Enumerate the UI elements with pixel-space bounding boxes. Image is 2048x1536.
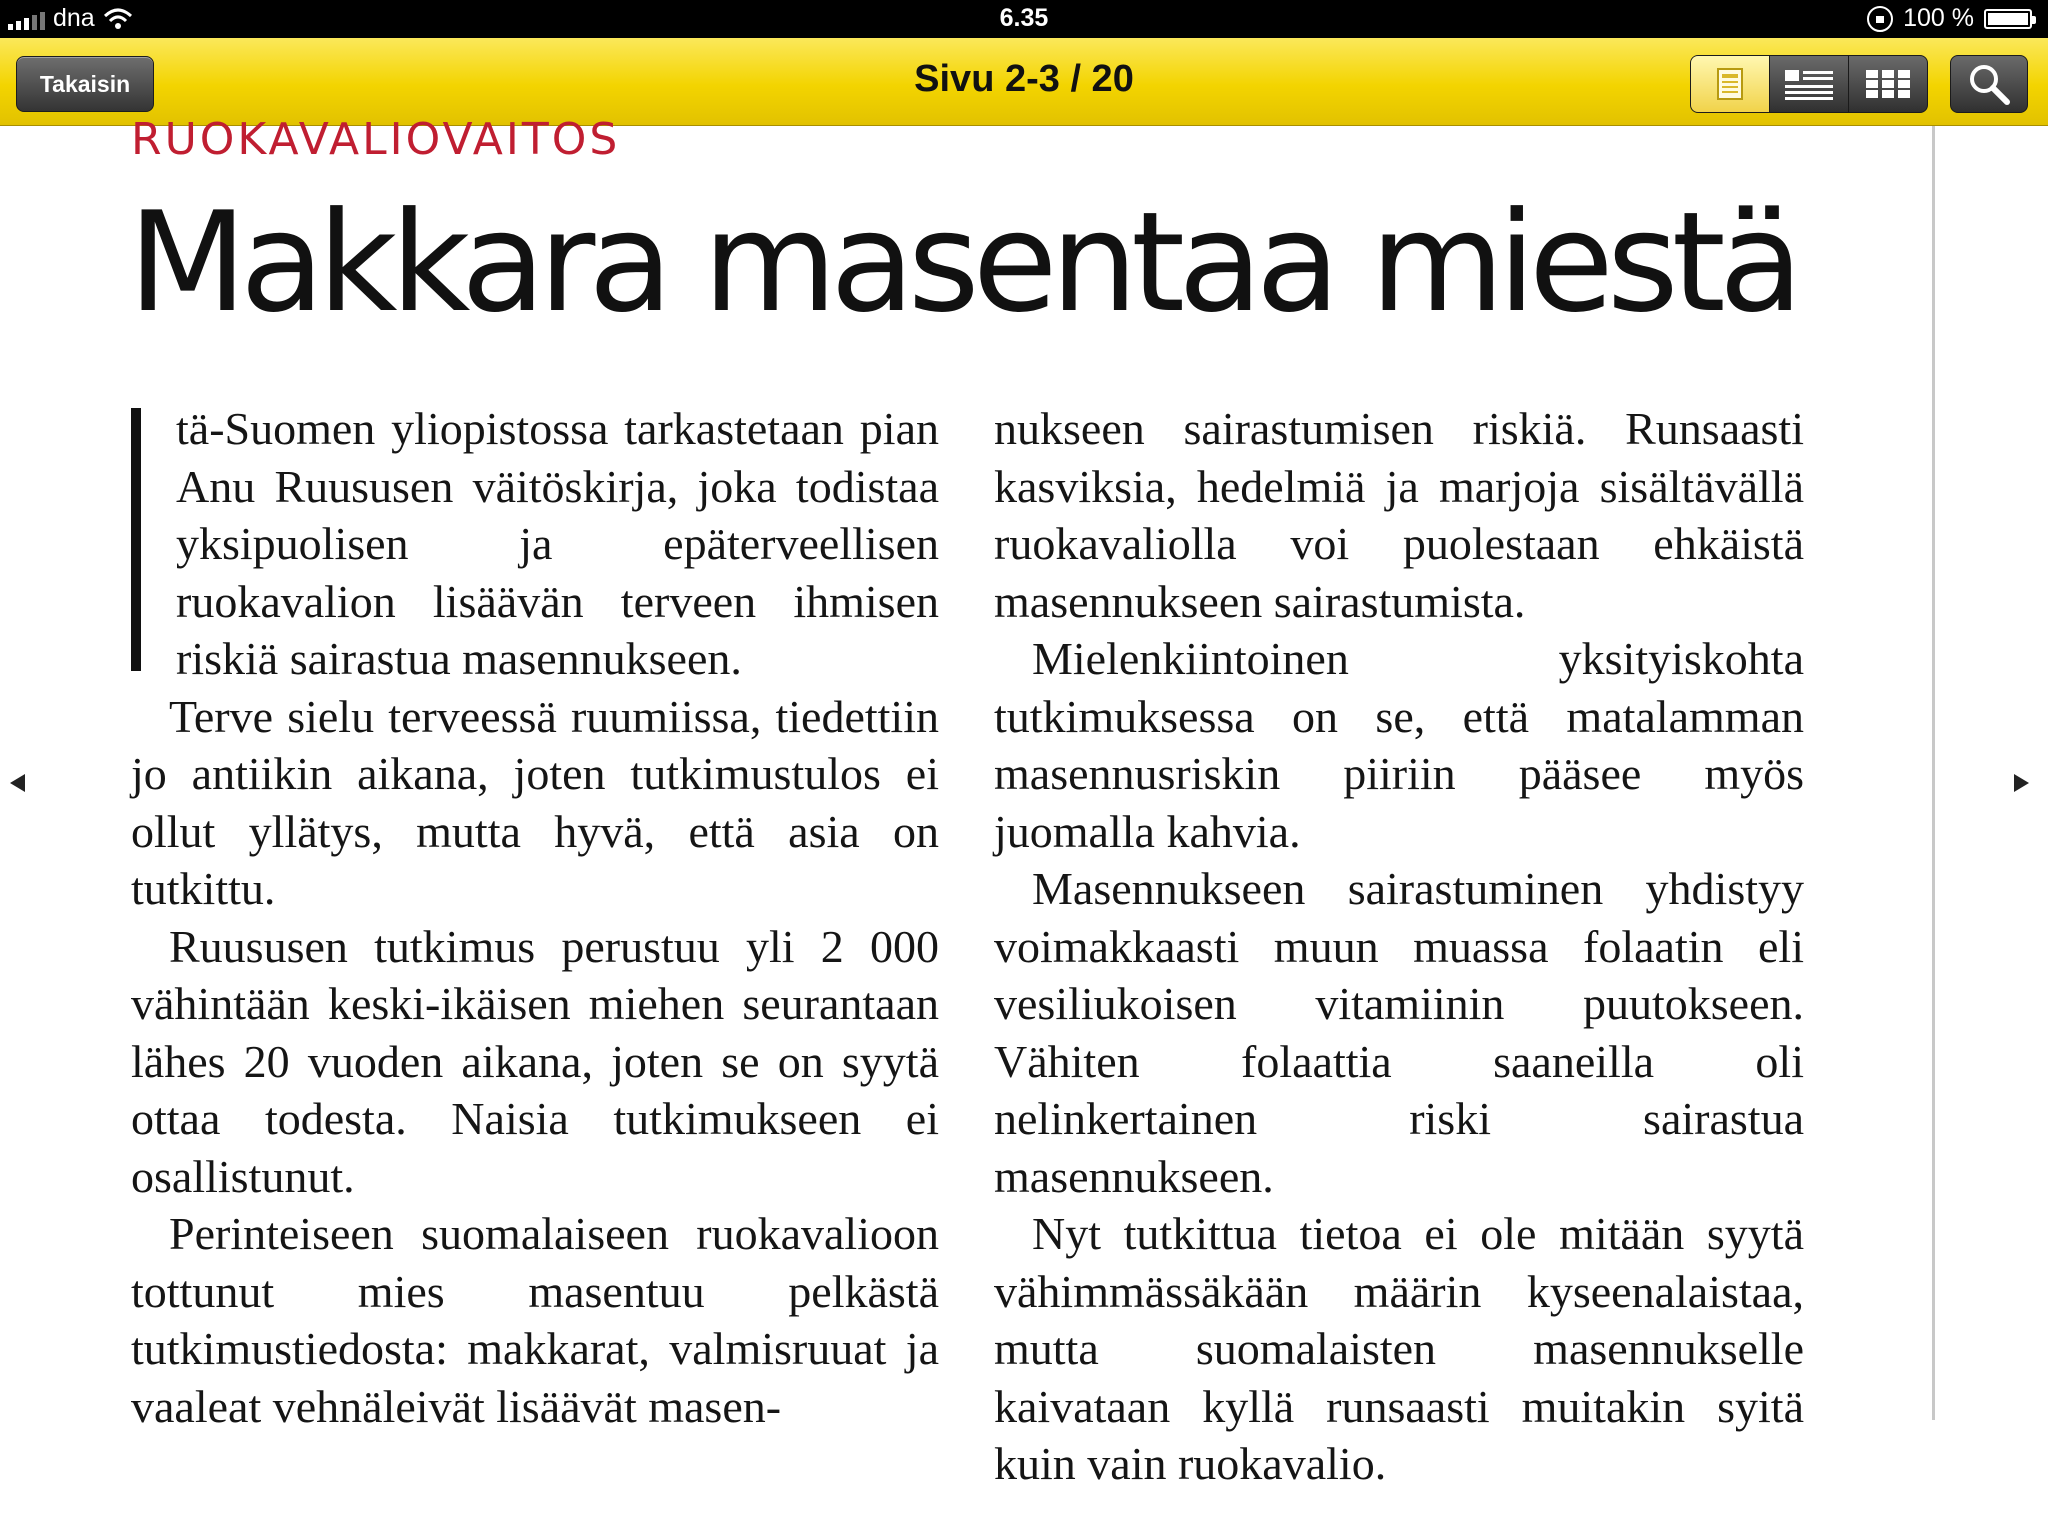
- status-bar: [0, 0, 2048, 38]
- status-right: [1867, 4, 2032, 33]
- grid-view-icon[interactable]: [1848, 56, 1927, 112]
- lead-paragraph-text: tä-Suomen yliopistossa tarkastetaan pian Anu Ruususen väitöskirja, joka todistaa yksipuolisen ja epäterveellisen ruokavalion lisäävän terveen ihmisen riskiä sairastua masennukseen.: [176, 403, 939, 684]
- carrier-label: dna: [53, 4, 95, 32]
- article-column-left: [131, 400, 939, 1435]
- list-view-icon[interactable]: [1769, 56, 1848, 112]
- battery-icon: [1984, 9, 2032, 29]
- body-paragraph: nukseen sairastumisen riskiä. Runsaasti kasviksia, hedelmiä ja marjoja sisältävällä ruokavaliolla voi puolestaan ehkäistä masennukseen sairastumista.: [994, 403, 1804, 627]
- body-paragraph: Ruususen tutkimus perustuu yli 2 000 vähintään keski-ikäisen miehen seurantaan lähes 20 vuoden aikana, joten se on syytä ottaa todesta. Naisia tutkimukseen ei osallistunut.: [131, 920, 939, 1202]
- page-divider: [1932, 126, 1935, 1420]
- article-headline: Makkara masentaa miestä: [128, 182, 1797, 343]
- body-paragraph: Perinteiseen suomalaiseen ruokavalioon tottunut mies masentuu pelkästä tutkimustiedosta: makkarat, valmisruuat ja vaaleat vehnäleivät lisäävät masen-: [131, 1208, 939, 1432]
- view-mode-segmented-control[interactable]: [1690, 55, 1928, 113]
- lead-paragraph: [131, 400, 939, 688]
- back-button[interactable]: Takaisin: [16, 56, 154, 112]
- body-paragraph: Nyt tutkittua tietoa ei ole mitään syytä vähimmässäkään määrin kyseenalaistaa, mutta suomalaisten masennukselle kaivataan kyllä runsaasti muitakin syitä kuin vain ruokavalio.: [994, 1208, 1804, 1489]
- reader-toolbar: [0, 38, 2048, 126]
- body-paragraph: Masennukseen sairastuminen yhdistyy voimakkaasti muun muassa folaatin eli vesiliukoisen vitamiinin puutokseen. Vähiten folaattia saaneilla oli nelinkertainen riski sairastua masennukseen.: [994, 863, 1804, 1202]
- body-paragraph: Mielenkiintoinen yksityiskohta tutkimuksessa on se, että matalamman masennusriskin piiriin pääsee myös juomalla kahvia.: [994, 633, 1804, 857]
- previous-page-arrow-icon[interactable]: [10, 774, 25, 792]
- clock: 6.35: [999, 4, 1049, 32]
- body-paragraph: Terve sielu terveessä ruumiissa, tiedettiin jo antiikin aikana, joten tutkimustulos ei ollut yllätys, mutta hyvä, että asia on tutkittu.: [131, 690, 939, 914]
- drop-cap-bar: [131, 408, 141, 671]
- battery-percentage: 100 %: [1903, 4, 1974, 32]
- search-icon: [1967, 62, 2011, 106]
- next-page-arrow-icon[interactable]: [2014, 774, 2029, 792]
- search-button[interactable]: [1950, 55, 2028, 113]
- article-category: RUOKAVALIOVAITOS: [131, 114, 621, 165]
- rotation-lock-icon: [1867, 6, 1893, 32]
- page-indicator: Sivu 2-3 / 20: [914, 58, 1134, 100]
- page-view-icon[interactable]: [1691, 56, 1769, 112]
- article-column-right: [994, 400, 1804, 1493]
